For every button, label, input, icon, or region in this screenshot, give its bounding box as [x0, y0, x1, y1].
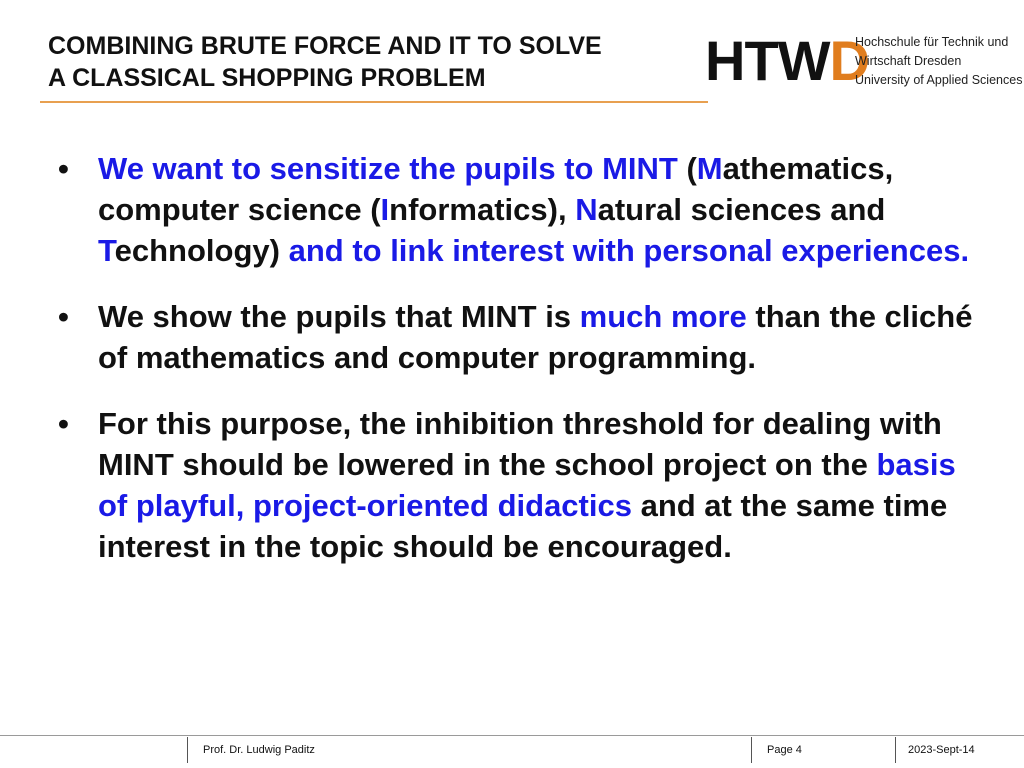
footer-date: 2023-Sept-14 [908, 744, 975, 756]
bullet-text-segment: We show the pupils that MINT is [98, 299, 580, 334]
footer-author: Prof. Dr. Ludwig Paditz [203, 744, 315, 756]
bullet-text-segment: For this purpose, the inhibition threshold for dealing with MINT should be lowered in the school project on the [98, 406, 942, 482]
footer-separator [751, 737, 752, 763]
bullet-text-segment: T [98, 233, 115, 268]
logo-letters: HTW [705, 29, 830, 92]
footer-separator [895, 737, 896, 763]
bullet-dot: • [58, 151, 69, 186]
bullet-text-segment: We want to sensitize the pupils to MINT [98, 151, 678, 186]
bullet-text-segment: nformatics), [389, 192, 576, 227]
logo-line: Hochschule für Technik und [855, 35, 1009, 49]
bullet-text-segment: athematics, computer science ( [98, 151, 894, 227]
title-underline [40, 101, 708, 103]
logo-wordmark [705, 26, 869, 96]
bullet-item [58, 296, 988, 378]
bullet-text-segment: basis of playful, project-oriented didactics [98, 447, 956, 523]
logo-line: Wirtschaft Dresden [855, 54, 962, 68]
bullet-text-segment: I [380, 192, 390, 227]
bullet-text-segment: N [575, 192, 598, 227]
logo-d-letter: D [829, 29, 869, 92]
bullet-item [58, 403, 988, 567]
bullet-list [58, 148, 988, 567]
footer-divider [0, 735, 1024, 736]
bullet-dot: • [58, 406, 69, 441]
bullet-text-segment: ( [677, 151, 697, 186]
bullet-dot: • [58, 299, 69, 334]
slide-title-line-1: COMBINING BRUTE FORCE AND IT TO SOLVE [48, 32, 602, 60]
logo-line: University of Applied Sciences [855, 73, 1023, 87]
bullet-text-segment: and at the same time interest in the topic should be encouraged. [98, 488, 948, 564]
slide-title-line-2: A CLASSICAL SHOPPING PROBLEM [48, 64, 486, 92]
logo-institution-name [855, 33, 1023, 90]
htw-logo [705, 26, 1023, 96]
bullet-text-segment: and to link interest with personal experiences. [288, 233, 970, 268]
slide-title [48, 30, 698, 94]
bullet-text-segment: M [696, 151, 723, 186]
footer-page-number: Page 4 [767, 744, 802, 756]
bullet-text-segment: echnology) [114, 233, 289, 268]
bullet-text-segment: than the cliché of mathematics and computer programming. [98, 299, 973, 375]
footer-separator [187, 737, 188, 763]
bullet-item [58, 148, 988, 271]
bullet-text-segment: much more [579, 299, 747, 334]
bullet-text-segment: atural sciences and [597, 192, 886, 227]
